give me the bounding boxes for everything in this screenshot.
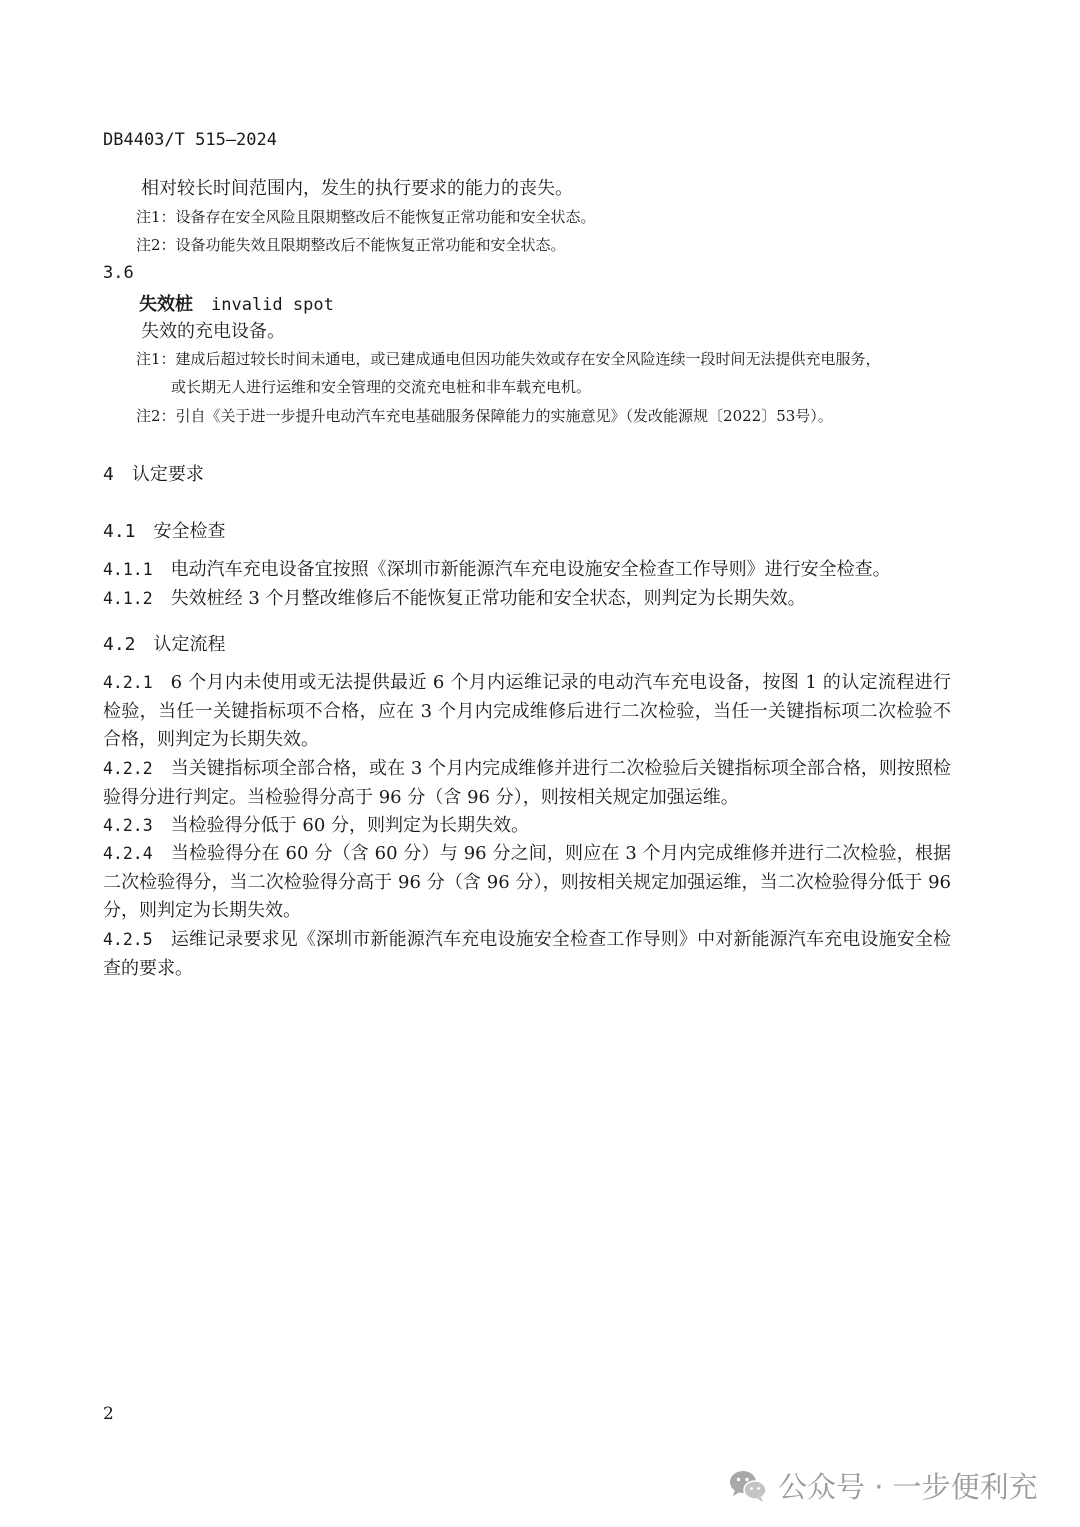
clause-4-2-4: 4.2.4 当检验得分在 60 分（含 60 分）与 96 分之间，则应在 3 个月内完成维修并进行二次检验，根据二次检验得分，当二次检验得分高于 96 分（含 96 分），则按相关规定加强运维，当二次检验得分低于 96 分，则判定为长期失效。 — [103, 843, 951, 921]
term-note-2: 注2：引自《关于进一步提升电动汽车充电基础服务保障能力的实施意见》（发改能源规〔2022〕53号）。 — [136, 407, 833, 425]
note-1: 注1：设备存在安全风险且限期整改后不能恢复正常功能和安全状态。 — [136, 208, 596, 226]
page-number: 2 — [103, 1404, 114, 1424]
clause-4-2-5: 4.2.5 运维记录要求见《深圳市新能源汽车充电设施安全检查工作导则》中对新能源汽车充电设施安全检查的要求。 — [103, 929, 951, 979]
subsection-heading-4-2: 4.2 认定流程 — [103, 634, 226, 655]
clause-4-1-1: 4.1.1 电动汽车充电设备宜按照《深圳市新能源汽车充电设施安全检查工作导则》进行安全检查。 — [103, 559, 891, 580]
doc-number: DB4403/T 515—2024 — [103, 130, 277, 150]
term-note-1-line-1: 注1：建成后超过较长时间未通电，或已建成通电但因功能失效或存在安全风险连续一段时间无法提供充电服务， — [136, 350, 881, 368]
subsection-heading-4-1: 4.1 安全检查 — [103, 521, 226, 542]
section-heading-4: 4 认定要求 — [103, 464, 204, 485]
note-2: 注2：设备功能失效且限期整改后不能恢复正常功能和安全状态。 — [136, 236, 566, 254]
watermark-text: 公众号 · 一步便利充 — [778, 1470, 1038, 1504]
term-number: 3.6 — [103, 263, 134, 283]
clause-4-2-2: 4.2.2 当关键指标项全部合格，或在 3 个月内完成维修并进行二次检验后关键指标项全部合格，则按照检验得分进行判定。当检验得分高于 96 分（含 96 分），则按相关规定加强运维。 — [103, 758, 951, 808]
term-note-1-line-2: 或长期无人进行运维和安全管理的交流充电桩和非车载充电机。 — [171, 378, 592, 396]
wechat-icon — [728, 1469, 768, 1503]
clause-4-2-3: 4.2.3 当检验得分低于 60 分，则判定为长期失效。 — [103, 815, 530, 836]
term-title — [139, 290, 334, 316]
term-en: invalid spot — [211, 295, 334, 315]
clause-4-1-2: 4.1.2 失效桩经 3 个月整改维修后不能恢复正常功能和安全状态，则判定为长期失效。 — [103, 588, 806, 609]
clause-4-2-1: 4.2.1 6 个月内未使用或无法提供最近 6 个月内运维记录的电动汽车充电设备，按图 1 的认定流程进行检验，当任一关键指标项不合格，应在 3 个月内完成维修后进行二次检验，当任一关键指标项二次检验不合格，则判定为长期失效。 — [103, 672, 951, 750]
term-zh: 失效桩 — [139, 294, 193, 315]
term-definition: 失效的充电设备。 — [141, 321, 285, 342]
watermark — [728, 1465, 1038, 1506]
definition-continuation: 相对较长时间范围内，发生的执行要求的能力的丧失。 — [141, 178, 573, 199]
